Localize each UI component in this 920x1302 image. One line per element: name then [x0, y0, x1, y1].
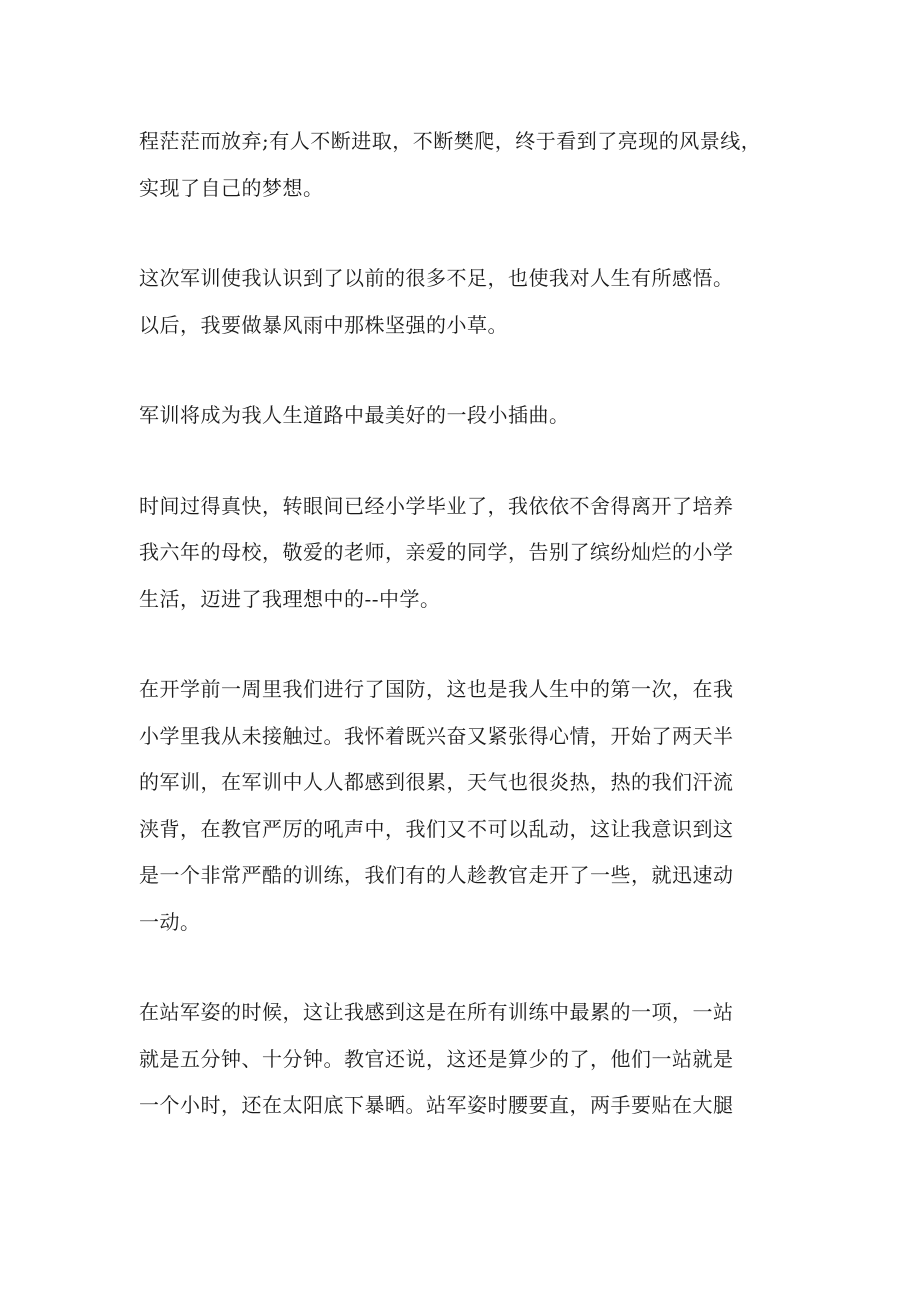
- text-line: 生活，迈进了我理想中的--中学。: [139, 586, 441, 611]
- text-line: 一动。: [139, 909, 201, 934]
- text-line: 时间过得真快，转眼间已经小学毕业了，我依依不舍得离开了培养: [139, 493, 734, 518]
- paragraph-3: [139, 392, 789, 439]
- text-line: 以后，我要做暴风雨中那株坚强的小草。: [139, 312, 508, 337]
- paragraph-spacer: [139, 211, 789, 255]
- text-line: 程茫茫而放弃;有人不断进取，不断樊爬，终于看到了亮现的风景线，: [139, 129, 762, 153]
- paragraph-spacer: [139, 622, 789, 666]
- paragraph-5: [139, 666, 789, 945]
- paragraph-spacer: [139, 348, 789, 392]
- text-line: 的军训，在军训中人人都感到很累，天气也很炎热，热的我们汗流: [139, 770, 734, 794]
- text-line: 一个小时，还在太阳底下暴晒。站军姿时腰要直，两手要贴在大腿: [139, 1093, 734, 1117]
- paragraph-2: [139, 255, 789, 348]
- text-line: 这次军训使我认识到了以前的很多不足，也使我对人生有所感悟。: [139, 266, 734, 290]
- document-body: [139, 118, 789, 1129]
- text-line: 是一个非常严酷的训练，我们有的人趁教官走开了一些，就迅速动: [139, 863, 734, 887]
- text-line: 浃背，在教官严厉的吼声中，我们又不可以乱动，这让我意识到这: [139, 816, 734, 841]
- paragraph-spacer: [139, 439, 789, 483]
- text-line: 我六年的母校，敬爱的老师，亲爱的同学，告别了缤纷灿烂的小学: [139, 540, 734, 564]
- paragraph-1: [139, 118, 789, 211]
- paragraph-6: [139, 989, 789, 1129]
- paragraph-spacer: [139, 945, 789, 989]
- text-line: 军训将成为我人生道路中最美好的一段小插曲。: [139, 403, 570, 427]
- text-line: 在站军姿的时候，这让我感到这是在所有训练中最累的一项，一站: [139, 1000, 734, 1024]
- text-line: 在开学前一周里我们进行了国防，这也是我人生中的第一次，在我: [139, 677, 734, 701]
- paragraph-4: [139, 483, 789, 623]
- text-line: 就是五分钟、十分钟。教官还说，这还是算少的了，他们一站就是: [139, 1046, 734, 1071]
- text-line: 实现了自己的梦想。: [139, 175, 324, 200]
- text-line: 小学里我从未接触过。我怀着既兴奋又紧张得心情，开始了两天半: [139, 723, 734, 748]
